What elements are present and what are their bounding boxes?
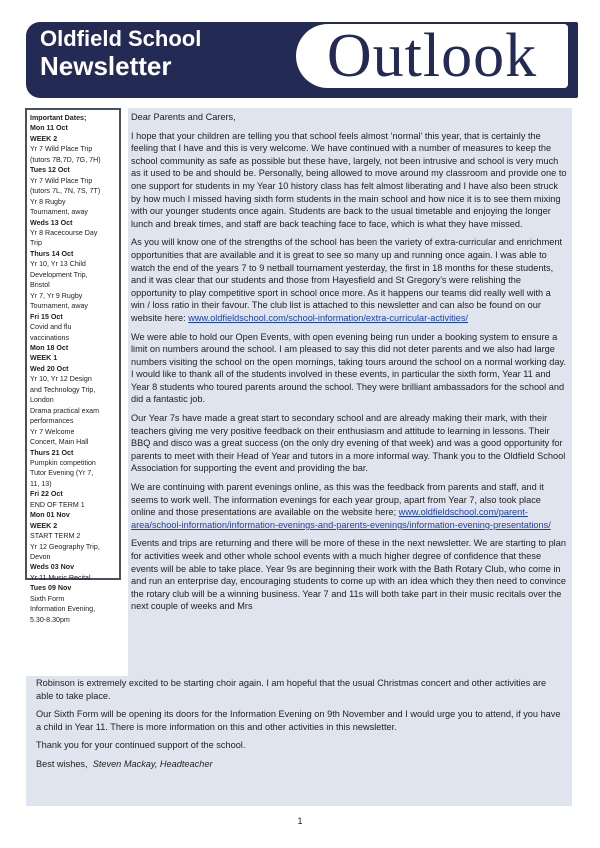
masthead-title bbox=[40, 28, 201, 79]
outlook-wordmark: Outlook bbox=[326, 22, 538, 90]
letter-continued bbox=[36, 677, 566, 777]
sidebar-event: END OF TERM 1 bbox=[30, 500, 85, 509]
sidebar-event: Yr 8 Racecourse Day bbox=[30, 228, 98, 237]
paragraph-text: As you will know one of the strengths of the school has been the variety of extra-curricular and enrichment opportunities that are available and it is great to see so many up and running once again. I was able to watch the end of the years 7 to 9 netball tournament yesterday, the first in 18 months for these students, and it was clear that our students and those from Hayesfield and St Gregory’s were relishing the opportunity to play competitive sport in school once more. As it happens our teams did really well with a win / loss ratio in their favour. The club list is attached to this newsletter and can also be found on our website here: bbox=[131, 237, 563, 323]
paragraph-year7: Our Year 7s have made a great start to secondary school and are already making their mark, with their teachers giving me very positive feedback on their enthusiasm and attitude to learning in lessons. Their BBQ and disco was a great success (on the only dry evening of that week) and was a good opportunity for parents to meet with their Head of Year and tutors in a more informal way. Thank you to the Oldfield School Association for supporting the event and providing the bar. bbox=[131, 413, 566, 474]
sidebar-date-heading: Fri 15 Oct bbox=[30, 312, 63, 321]
extracurricular-link[interactable]: www.oldfieldschool.com/school-information/extra-curricular-activities/ bbox=[188, 312, 469, 323]
sidebar-event: London bbox=[30, 396, 54, 405]
sidebar-event: Information Evening, bbox=[30, 605, 96, 614]
sidebar-event: Yr 10, Yr 12 Design bbox=[30, 375, 92, 384]
sidebar-event: Yr 7 Wild Place Trip bbox=[30, 145, 93, 154]
sidebar-event: Covid and flu bbox=[30, 323, 72, 332]
sidebar-event: Yr 10, Yr 13 Child bbox=[30, 260, 86, 269]
sidebar-event: Pumpkin competition bbox=[30, 458, 96, 467]
sidebar-event: Tournament, away bbox=[30, 208, 88, 217]
newsletter-banner bbox=[26, 22, 578, 98]
sidebar-date-heading: Thurs 21 Oct bbox=[30, 448, 74, 457]
signature: Steven Mackay, Headteacher bbox=[92, 758, 213, 769]
sidebar-date-heading: Tues 12 Oct bbox=[30, 166, 70, 175]
sidebar-event: Yr 12 Geography Trip, bbox=[30, 542, 100, 551]
paragraph-sixth-form: Our Sixth Form will be opening its doors for the Information Evening on 9th November and I would urge you to attend, if you have a child in Year 11. There is more information on this and other activities in this newsletter. bbox=[36, 709, 561, 732]
sidebar-event: Bristol bbox=[30, 281, 50, 290]
sidebar-event: vaccinations bbox=[30, 333, 70, 342]
sidebar-event: Development Trip, bbox=[30, 270, 88, 279]
sidebar-event: START TERM 2 bbox=[30, 532, 81, 541]
paragraph-parent-evenings bbox=[131, 481, 567, 531]
newsletter-label: Newsletter bbox=[40, 51, 172, 81]
sidebar-event: Tournament, away bbox=[30, 302, 88, 311]
signoff: Best wishes, bbox=[36, 758, 88, 769]
paragraph-text: We are continuing with parent evenings online, as this was the feedback from parents and staff, and it seems to work well. The information evenings for each year group, apart from Year 7, also took place online and those presentations are available on the website here; bbox=[131, 482, 544, 518]
presentations-link[interactable]: www.oldfieldschool.com/parent-area/school-information/information-evenings-and-parents-evenings/information-evening-presentations/ bbox=[131, 507, 551, 530]
sidebar-date-heading: Mon 01 Nov bbox=[30, 511, 70, 520]
headteacher-letter bbox=[131, 111, 567, 619]
sidebar-date-heading: Fri 22 Oct bbox=[30, 490, 63, 499]
sidebar-date-heading: Wed 20 Oct bbox=[30, 364, 69, 373]
paragraph-choir: Robinson is extremely excited to be starting choir again. I am hopeful that the usual Christmas concert and other activities are able to take place. bbox=[36, 678, 547, 701]
paragraph-thanks: Thank you for your continued support of the school. bbox=[36, 740, 246, 751]
sidebar-event: 5.30-8.30pm bbox=[30, 615, 70, 624]
sidebar-date-heading: WEEK 1 bbox=[30, 354, 58, 363]
paragraph-events-trips: Events and trips are returning and there will be more of these in the next newsletter. We are starting to plan for activities week and other whole school events with a much higher degree of confidence that these events will be able to take place. Year 9s are beginning their work with the Bath Rotary Club, who come in and run an enterprise day, encouraging students to come up with an idea which they then need to convince the rotary club will be a winning business. Year 7 and 11s will both take part in their music recitals over the next couple of weeks and Mrs bbox=[131, 538, 566, 612]
sidebar-event: Tutor Evening (Yr 7, bbox=[30, 469, 94, 478]
signoff-line bbox=[36, 758, 566, 771]
sidebar-date-heading: Thurs 14 Oct bbox=[30, 249, 74, 258]
sidebar-date-heading: Mon 18 Oct bbox=[30, 343, 69, 352]
sidebar-date-heading: WEEK 2 bbox=[30, 521, 58, 530]
sidebar-event: 11, 13) bbox=[30, 479, 52, 488]
sidebar-event: Yr 7 Welcome bbox=[30, 427, 75, 436]
sidebar-event: Devon bbox=[30, 553, 51, 562]
sidebar-event: and Technology Trip, bbox=[30, 385, 96, 394]
paragraph-extracurricular bbox=[131, 236, 567, 324]
sidebar-date-heading: WEEK 2 bbox=[30, 134, 58, 143]
paragraph-open-events: We were able to hold our Open Events, with open evening being run under a booking system to ensure a limit on numbers around the school. I am pleased to say this did not deter parents and we also had large numbers visiting the school on the open mornings, taking tours around the school on a normal working day. I would like to thank all of the students involved in these events, in particular the sixth form, Year 11 and Year 8 students who toured parents around the school. They were brilliant ambassadors for the school and did a fantastic job. bbox=[131, 331, 566, 405]
page-number: 1 bbox=[297, 816, 303, 826]
outlook-logo bbox=[296, 24, 568, 88]
sidebar-date-heading: Tues 09 Nov bbox=[30, 584, 72, 593]
sidebar-event: Concert, Main Hall bbox=[30, 438, 89, 447]
sidebar-date-heading: Mon 11 Oct bbox=[30, 124, 68, 133]
sidebar-event: Yr 11 Music Recital bbox=[30, 573, 91, 582]
school-name: Oldfield School bbox=[40, 26, 202, 51]
sidebar-date-heading: Weds 03 Nov bbox=[30, 563, 75, 572]
sidebar-event: Drama practical exam bbox=[30, 406, 99, 415]
sidebar-date-heading: Important Dates; bbox=[30, 114, 87, 122]
sidebar-event: Yr 7, Yr 9 Rugby bbox=[30, 291, 83, 300]
sidebar-event: (tutors 7B,7D, 7G, 7H) bbox=[30, 155, 101, 164]
paragraph-intro: I hope that your children are telling you that school feels almost ‘normal’ this year, that is certainly the feeling that I have and this is very welcome. We have continued with a number of measures to keep the school community as safe as possible but these have, largely, not been intrusive and school is very much as it used to be and should be. Personally, being allowed to move around my classroom and provide one to one support for students in my Year 10 history class has felt almost liberating and I have also been struck by how much I missed having sixth form students in the main school and how nice it is to see them mixing with our younger students once again. Students are back to the usual timetable and enjoying the longer lunch and break times, and staff are back teaching face to face, which is what they have missed. bbox=[131, 130, 567, 229]
sidebar-event: Yr 7 Wild Place Trip bbox=[30, 176, 93, 185]
sidebar-date-heading: Weds 13 Oct bbox=[30, 218, 73, 227]
sidebar-event: (tutors 7L, 7N, 7S, 7T) bbox=[30, 187, 101, 196]
sidebar-event: Sixth Form bbox=[30, 594, 65, 603]
greeting: Dear Parents and Carers, bbox=[131, 112, 236, 122]
important-dates-sidebar bbox=[25, 108, 121, 624]
sidebar-event: Yr 8 Rugby bbox=[30, 197, 66, 206]
sidebar-event: Trip bbox=[30, 239, 42, 248]
sidebar-event: performances bbox=[30, 417, 74, 426]
